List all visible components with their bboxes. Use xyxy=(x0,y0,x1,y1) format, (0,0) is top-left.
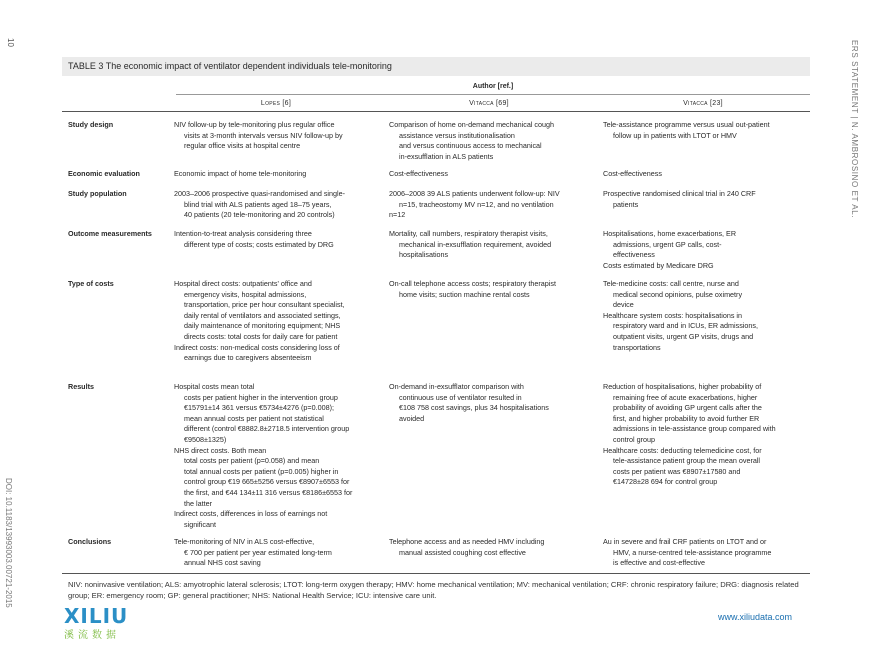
cell-type-of-costs-vitacca-69: On-call telephone access costs; respiratory therapist home visits; suction machine rental costs xyxy=(389,279,556,299)
row-label-study-design: Study design xyxy=(68,120,114,129)
doi-label: DOI: 10.1183/13993003.00721-2015 xyxy=(4,478,13,608)
cell-conclusions-lopes: Tele-monitoring of NIV in ALS cost-effective, € 700 per patient per year estimated long-term annual NHS cost saving xyxy=(174,537,332,568)
author-header: Author [ref.] xyxy=(472,83,514,90)
table-footnote: NIV: noninvasive ventilation; ALS: amyotrophic lateral sclerosis; LTOT: long-term oxygen therapy; HMV: home mechanical ventilation; MV: mechanical ventilation; CRF: chronic respiratory failure; DRG: diagnosis related group; ER: emergency room; GP: general practitioner; NHS: National Health Service; ICU: intensive care unit. xyxy=(68,580,799,600)
cell-type-of-costs-lopes: Hospital direct costs: outpatients' office and emergency visits, hospital admissions, transportation, price per hour consultant specialist, daily rental of ventilators and associated settings, daily maintenance of monitoring equipment; NHS directs costs: total costs for daily care for patient Indirect costs: non-medical costs considering loss of earnings due to caregivers absenteeism xyxy=(174,279,345,363)
cell-economic-evaluation-vitacca-69: Cost-effectiveness xyxy=(389,169,448,178)
cell-study-design-vitacca-23: Tele-assistance programme versus usual out-patient follow up in patients with LTOT or HMV xyxy=(603,120,770,140)
table-bottom-rule xyxy=(62,573,810,574)
row-label-results: Results xyxy=(68,382,94,391)
cell-type-of-costs-vitacca-23: Tele-medicine costs: call centre, nurse and medical second opinions, pulse oximetry device Healthcare system costs: hospitalisations in respiratory ward and in ICUs, ER admissions, outpatient visits, urgent GP visits, drugs and transportations xyxy=(603,279,758,352)
running-header: ERS STATEMENT | N. AMBROSINO ET AL. xyxy=(850,40,859,219)
cell-economic-evaluation-vitacca-23: Cost-effectiveness xyxy=(603,169,662,178)
logo-wordmark: XILIU xyxy=(64,604,129,628)
cell-outcome-measurements-vitacca-23: Hospitalisations, home exacerbations, ER admissions, urgent GP calls, cost- effectiveness Costs estimated by Medicare DRG xyxy=(603,229,737,270)
cell-study-population-lopes: 2003–2006 prospective quasi-randomised and single- blind trial with ALS patients aged 18–75 years, 40 patients (20 tele-monitoring and 20 controls) xyxy=(174,189,346,220)
column-header-vitacca-69: Vitacca [69] xyxy=(469,100,509,107)
page-number: 10 xyxy=(6,38,15,47)
cell-results-lopes: Hospital costs mean total costs per patient higher in the intervention group €15791±14 361 versus €5734±4276 (p=0.008); mean annual costs per patient not statistical different (control €8882.8±2718.5 intervention group €9508±1325) NHS direct costs. Both mean total costs per patient (p=0.058) and mean total annual costs per patient (p=0.005) higher in control group €19 665±5256 versus €8907±6553 for the first, and €44 134±11 316 versus €8186±6553 for the latter Indirect costs, differences in loss of earnings not significant xyxy=(174,382,353,529)
row-label-economic-evaluation: Economic evaluation xyxy=(68,169,140,178)
website-link[interactable]: www.xiliudata.com xyxy=(718,612,793,622)
cell-study-population-vitacca-69: 2006–2008 39 ALS patients underwent follow-up: NIV n=15, tracheostomy MV n=12, and no ventilation n=12 xyxy=(389,189,560,220)
cell-study-design-vitacca-69: Comparison of home on-demand mechanical cough assistance versus institutionalisation and versus continuous access to mechanical in-exsufflation in ALS patients xyxy=(389,120,555,161)
cell-results-vitacca-69: On-demand in-exsufflator comparison with continuous use of ventilator resulted in €108 758 cost savings, plus 34 hospitalisations avoided xyxy=(389,382,549,423)
cell-conclusions-vitacca-23: Au in severe and frail CRF patients on LTOT and or HMV, a nurse-centred tele-assistance programme is effective and cost-effective xyxy=(603,537,772,568)
cell-economic-evaluation-lopes: Economic impact of home tele-monitoring xyxy=(174,169,307,178)
cell-results-vitacca-23: Reduction of hospitalisations, higher probability of remaining free of acute exacerbations, higher probability of avoiding GP urgent calls after the first, and higher probability to avoid further ER admissions in tele-assistance group compared with control group Healthcare costs: deducting telemedicine cost, for tele-assistance patient group the mean overall costs per patient was €8907±17580 and €14728±28 694 for control group xyxy=(603,382,776,487)
table-title-text: The economic impact of ventilator dependent individuals tele-monitoring xyxy=(105,61,392,71)
xiliu-logo xyxy=(64,604,128,641)
column-header-vitacca-23: Vitacca [23] xyxy=(683,100,723,107)
cell-study-population-vitacca-23: Prospective randomised clinical trial in 240 CRF patients xyxy=(603,189,756,209)
cell-outcome-measurements-vitacca-69: Mortality, call numbers, respiratory therapist visits, mechanical in-exsufflation requirement, avoided hospitalisations xyxy=(389,229,552,260)
logo-chinese-text: 溪流数据 xyxy=(64,630,120,641)
cell-outcome-measurements-lopes: Intention-to-treat analysis considering three different type of costs; costs estimated by DRG xyxy=(174,229,334,249)
row-label-outcome-measurements: Outcome measurements xyxy=(68,229,152,238)
cell-study-design-lopes: NIV follow-up by tele-monitoring plus regular office visits at 3-month intervals versus NIV follow-up by regular office visits at hospital centre xyxy=(174,120,343,151)
author-divider xyxy=(176,94,810,95)
row-label-conclusions: Conclusions xyxy=(68,537,112,546)
row-label-study-population: Study population xyxy=(68,189,127,198)
header-divider xyxy=(62,111,810,112)
cell-conclusions-vitacca-69: Telephone access and as needed HMV including manual assisted coughing cost effective xyxy=(389,537,545,557)
table-title xyxy=(62,57,810,76)
row-label-type-of-costs: Type of costs xyxy=(68,279,114,288)
table-title-prefix: TABLE 3 xyxy=(68,61,104,71)
column-header-lopes: Lopes [6] xyxy=(260,100,292,107)
